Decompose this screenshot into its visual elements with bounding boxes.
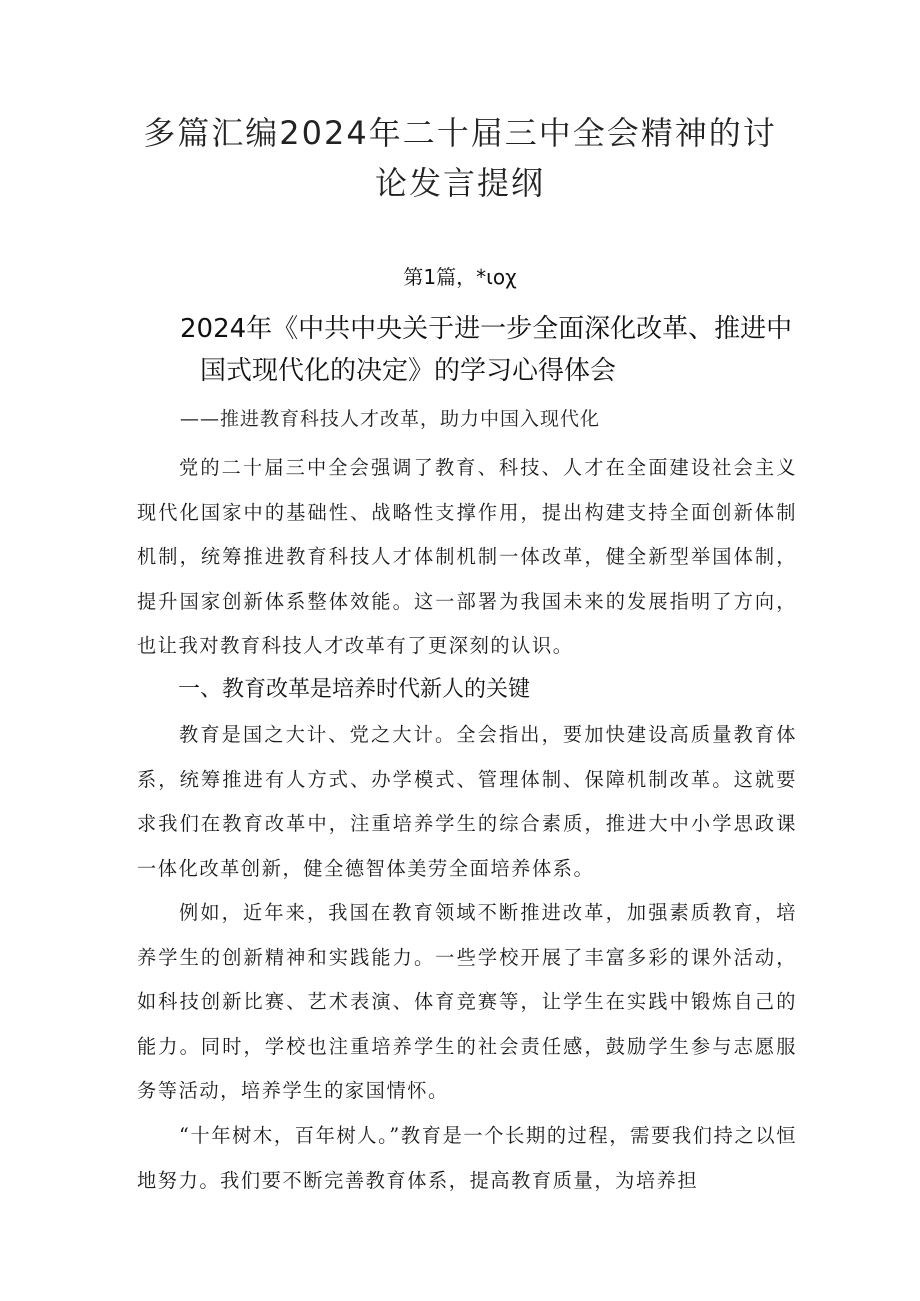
paragraph-example: 例如，近年来，我国在教育领域不断推进改革，加强素质教育，培养学生的创新精神和实践能力。一些学校开展了丰富多彩的课外活动，如科技创新比赛、艺术表演、体育竞赛等，让学生在实践中锻炼自己的能力。同时，学校也注重培养学生的社会责任感，鼓励学生参与志愿服务等活动，培养学生的家国情怀。 <box>137 901 797 1102</box>
article-title-line2: 国式现代化的决定》的学习心得体会 <box>200 356 617 386</box>
section-heading-1: 一、教育改革是培养时代新人的关键 <box>178 677 531 702</box>
paragraph-intro: 党的二十届三中全会强调了教育、科技、人才在全面建设社会主义现代化国家中的基础性、战略性支撑作用，提出构建支持全面创新体制机制，统筹推进教育科技人才体制机制一体改革，健全新型举国体制，提升国家创新体系整体效能。这一部署为我国未来的发展指明了方向，也让我对教育科技人才改革有了更深刻的认识。 <box>137 456 797 657</box>
article-title <box>160 308 800 392</box>
article-title-line1: 2024年《中共中央关于进一步全面深化改革、推进中 <box>180 314 793 344</box>
document-title-line2: 论发言提纲 <box>374 164 545 202</box>
paragraph-quote: “十年树木，百年树人。”教育是一个长期的过程，需要我们持之以恒地努力。我们要不断完善教育体系，提高教育质量，为培养担 <box>137 1124 797 1192</box>
paragraph-education: 教育是国之大计、党之大计。全会指出，要加快建设高质量教育体系，统筹推进有人方式、办学模式、管理体制、保障机制改革。这就要求我们在教育改革中，注重培养学生的综合素质，推进大中小学思政课一体化改革创新，健全德智体美劳全面培养体系。 <box>137 723 797 880</box>
document-title-line1: 多篇汇编2024年二十届三中全会精神的讨 <box>143 114 777 152</box>
article-subtitle: ——推进教育科技人才改革，助力中国入现代化 <box>180 408 601 430</box>
section-label: 第1篇，*ιοχ <box>403 265 517 289</box>
document-title <box>100 108 820 208</box>
